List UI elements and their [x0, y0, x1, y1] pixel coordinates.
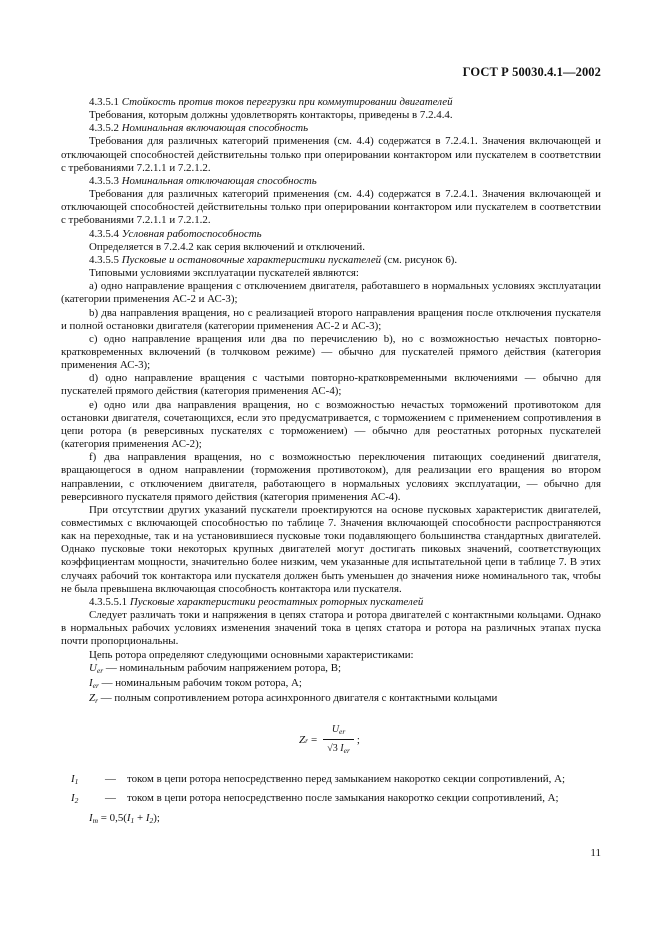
current-definitions	[61, 773, 601, 807]
definition-i2: $I_2$ — током в цепи ротора непосредственно после замыкания накоротко секции сопротивлений, А;	[71, 792, 559, 806]
standard-header: ГОСТ Р 50030.4.1—2002	[462, 65, 601, 79]
paragraph-4352: Требования для различных категорий применения (см. 4.4) содержатся в 7.2.4.1. Значения включающей и отключающей способностей действительны только при оперировании контактором или пускателем в соответствии с требованиями 7.2.1.1 и 7.2.1.2.	[61, 135, 601, 174]
definition-zr: $Z_r$ — полным сопротивлением ротора асинхронного двигателя с контактными кольцами	[89, 692, 498, 706]
typical-conditions-intro: Типовыми условиями эксплуатации пускателей являются:	[89, 267, 359, 280]
definition-uer: $U_{er}$ — номинальным рабочим напряжением ротора, В;	[89, 661, 342, 675]
section-heading-4352: 4.3.5.2 Номинальная включающая способность	[89, 122, 309, 135]
section-heading-4351: 4.3.5.1 Стойкость против токов перегрузки при коммутировании двигателей	[89, 96, 453, 108]
paragraph-4353: Требования для различных категорий применения (см. 4.4) содержатся в 7.2.4.1. Значения включающей и отключающей способностей действительны только при оперировании контактором или пускателем в соответствии с требованиями 7.2.1.1 и 7.2.1.2.	[61, 188, 601, 227]
section-heading-43551: 4.3.5.5.1 Пусковые характеристики реостатных роторных пускателей	[89, 595, 424, 608]
page-number: 11	[590, 847, 601, 859]
list-item: b) два направления вращения, но с реализацией второго направления вращения после отключения пускателя и полной остановки двигателя (категории применения АС-2 и АС-3);	[61, 306, 601, 332]
section-heading-4353: 4.3.5.3 Номинальная отключающая способность	[89, 174, 317, 187]
list-item: е) одно или два направления вращения, но с возможностью нечастых торможений противотоком для остановки двигателя, сочетающихся, если это предусматривается, с торможением с применением сопротивления в цепи ротора (в реверсивных пускателях с торможением) — обычно для реостатных роторных пускателей (категория применения АС-2);	[61, 398, 601, 451]
definition-i1: $I_1$ — током в цепи ротора непосредственно перед замыканием накоротко секции сопротивлений, А;	[71, 773, 565, 787]
document-body	[61, 96, 601, 827]
list-item: f) два направления вращения, но с возможностью переключения питающих соединений двигателя, вращающегося в одном направлении (торможения противотоком), для реализации его вращения во втором направлении, с отключением двигателя, работающего в нормальных условиях эксплуатации, — обычно для реверсивного пускателя прямого действия (категория применения АС-4).	[61, 451, 601, 503]
section-heading-4354: 4.3.5.4 Условная работоспособность	[89, 227, 262, 240]
definition-ier: $I_{er}$ — номинальным рабочим током ротора, А;	[89, 676, 302, 690]
formula-block	[61, 715, 601, 767]
paragraph-4351: Требования, которым должны удовлетворять контакторы, приведены в 7.2.4.4.	[89, 109, 453, 122]
definition-im: $I_m = 0,5(I_1 + I_2)$;	[89, 811, 160, 825]
list-item: d) одно направление вращения с частыми повторно-кратковременными включениями — обычно для пускателей прямого действия (категория применения АС-4);	[61, 372, 601, 398]
list-item: а) одно направление вращения с отключением двигателя, работавшего в нормальных условиях эксплуатации (категории применения АС-2 и АС-3);	[61, 280, 601, 306]
rotor-intro: Цепь ротора определяют следующими основными характеристиками:	[89, 648, 414, 661]
list-item: с) одно направление вращения или два по перечислению b), но с возможностью нечастых повторно-кратковременных включений (в толчковом режиме) — обычно для пускателей прямого действия (категория применения АС-3);	[61, 332, 601, 372]
formula-fraction: $\frac{U_{er}}{√3 I_{er}}$	[323, 723, 354, 757]
paragraph-4354: Определяется в 7.2.4.2 как серия включений и отключений.	[89, 240, 365, 253]
paragraph-43551: Следует различать токи и напряжения в цепях статора и ротора двигателей с контактными кольцами. Однако в нормальных рабочих условиях изменения значений тока в цепях статора и ротора на различных этапах пуска почти пропорциональны.	[61, 609, 601, 648]
absence-paragraph: При отсутствии других указаний пускатели проектируются на основе пусковых характеристик двигателей, совместимых с включающей способностью по таблице 7. Значения включающей способности распространяются как на переходные, так и на установившиеся пусковые токи подавляющего большинства стандартных двигателей. Однако пусковые токи некоторых крупных двигателей могут достигать пиковых значений, соответствующих коэффициентам мощности, значительно более низким, чем указанные для испытательной цепи в таблице 7. В этих случаях рабочий ток контактора или пускателя должен быть уменьшен до значения ниже номинального так, чтобы не была превышена включающая способность контактора или пускателя.	[61, 503, 601, 595]
section-heading-4355: 4.3.5.5 Пусковые и остановочные характеристики пускателей (см. рисунок 6).	[89, 253, 458, 266]
impedance-formula: Z r = $\frac{U_{er}}{√3 I_{er}}$ ;	[299, 723, 360, 757]
